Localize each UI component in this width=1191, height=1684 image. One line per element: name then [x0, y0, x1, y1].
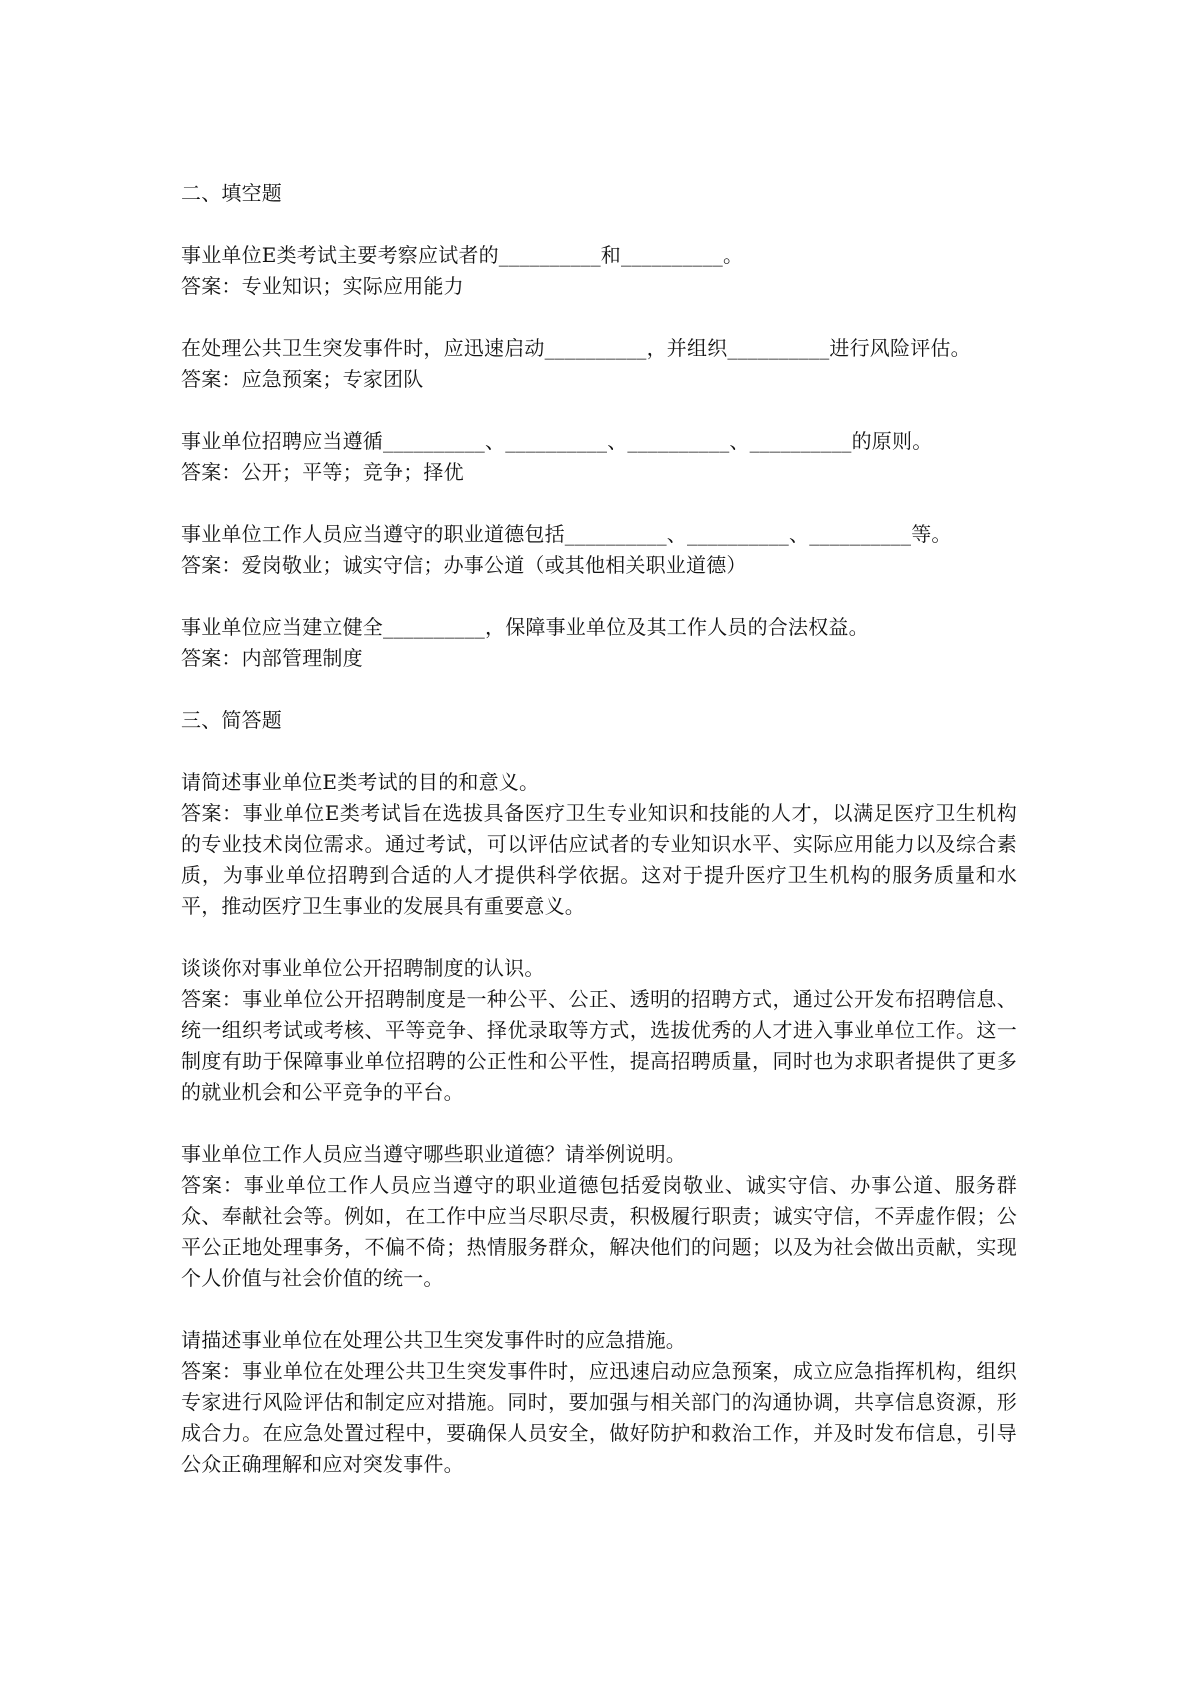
short-answer-item [181, 1325, 1017, 1480]
question-text: 事业单位应当建立健全__________，保障事业单位及其工作人员的合法权益。 [181, 615, 869, 639]
question-text: 事业单位工作人员应当遵守的职业道德包括__________、__________、__________等。 [181, 522, 952, 546]
answer-text: 答案：内部管理制度 [181, 646, 363, 670]
answer-text: 答案：公开；平等；竞争；择优 [181, 460, 464, 484]
answer-text: 答案：应急预案；专家团队 [181, 367, 424, 391]
question-text: 事业单位招聘应当遵循__________、__________、__________、__________的原则。 [181, 429, 933, 453]
fill-blank-item [181, 612, 1017, 674]
question-text: 事业单位工作人员应当遵守哪些职业道德？请举例说明。 [181, 1142, 686, 1166]
fill-blank-item [181, 519, 1017, 581]
document-content [181, 178, 1017, 1511]
answer-text: 答案：事业单位公开招聘制度是一种公平、公正、透明的招聘方式，通过公开发布招聘信息、统一组织考试或考核、平等竞争、择优录取等方式，选拔优秀的人才进入事业单位工作。这一制度有助于保障事业单位招聘的公正性和公平性，提高招聘质量，同时也为求职者提供了更多的就业机会和公平竞争的平台。 [181, 987, 1017, 1104]
answer-text: 答案：事业单位E类考试旨在选拔具备医疗卫生专业知识和技能的人才，以满足医疗卫生机构的专业技术岗位需求。通过考试，可以评估应试者的专业知识水平、实际应用能力以及综合素质，为事业单位招聘到合适的人才提供科学依据。这对于提升医疗卫生机构的服务质量和水平，推动医疗卫生事业的发展具有重要意义。 [181, 801, 1017, 918]
question-text: 请描述事业单位在处理公共卫生突发事件时的应急措施。 [181, 1328, 686, 1352]
answer-text: 答案：事业单位工作人员应当遵守的职业道德包括爱岗敬业、诚实守信、办事公道、服务群众、奉献社会等。例如，在工作中应当尽职尽责，积极履行职责；诚实守信，不弄虚作假；公平公正地处理事务，不偏不倚；热情服务群众，解决他们的问题；以及为社会做出贡献，实现个人价值与社会价值的统一。 [181, 1173, 1017, 1290]
question-text: 事业单位E类考试主要考察应试者的__________和__________。 [181, 243, 744, 267]
short-answer-item [181, 1139, 1017, 1294]
answer-text: 答案：事业单位在处理公共卫生突发事件时，应迅速启动应急预案，成立应急指挥机构，组织专家进行风险评估和制定应对措施。同时，要加强与相关部门的沟通协调，共享信息资源，形成合力。在应急处置过程中，要确保人员安全，做好防护和救治工作，并及时发布信息，引导公众正确理解和应对突发事件。 [181, 1359, 1017, 1476]
question-text: 在处理公共卫生突发事件时，应迅速启动__________，并组织__________进行风险评估。 [181, 336, 971, 360]
question-text: 请简述事业单位E类考试的目的和意义。 [181, 770, 540, 794]
section-heading-short-answer: 三、简答题 [181, 708, 282, 732]
question-text: 谈谈你对事业单位公开招聘制度的认识。 [181, 956, 545, 980]
fill-blank-item [181, 333, 1017, 395]
short-answer-item [181, 953, 1017, 1108]
short-answer-item [181, 767, 1017, 922]
answer-text: 答案：专业知识；实际应用能力 [181, 274, 464, 298]
answer-text: 答案：爱岗敬业；诚实守信；办事公道（或其他相关职业道德） [181, 553, 747, 577]
fill-blank-item [181, 240, 1017, 302]
fill-blank-item [181, 426, 1017, 488]
section-heading-fill-blank: 二、填空题 [181, 181, 282, 205]
